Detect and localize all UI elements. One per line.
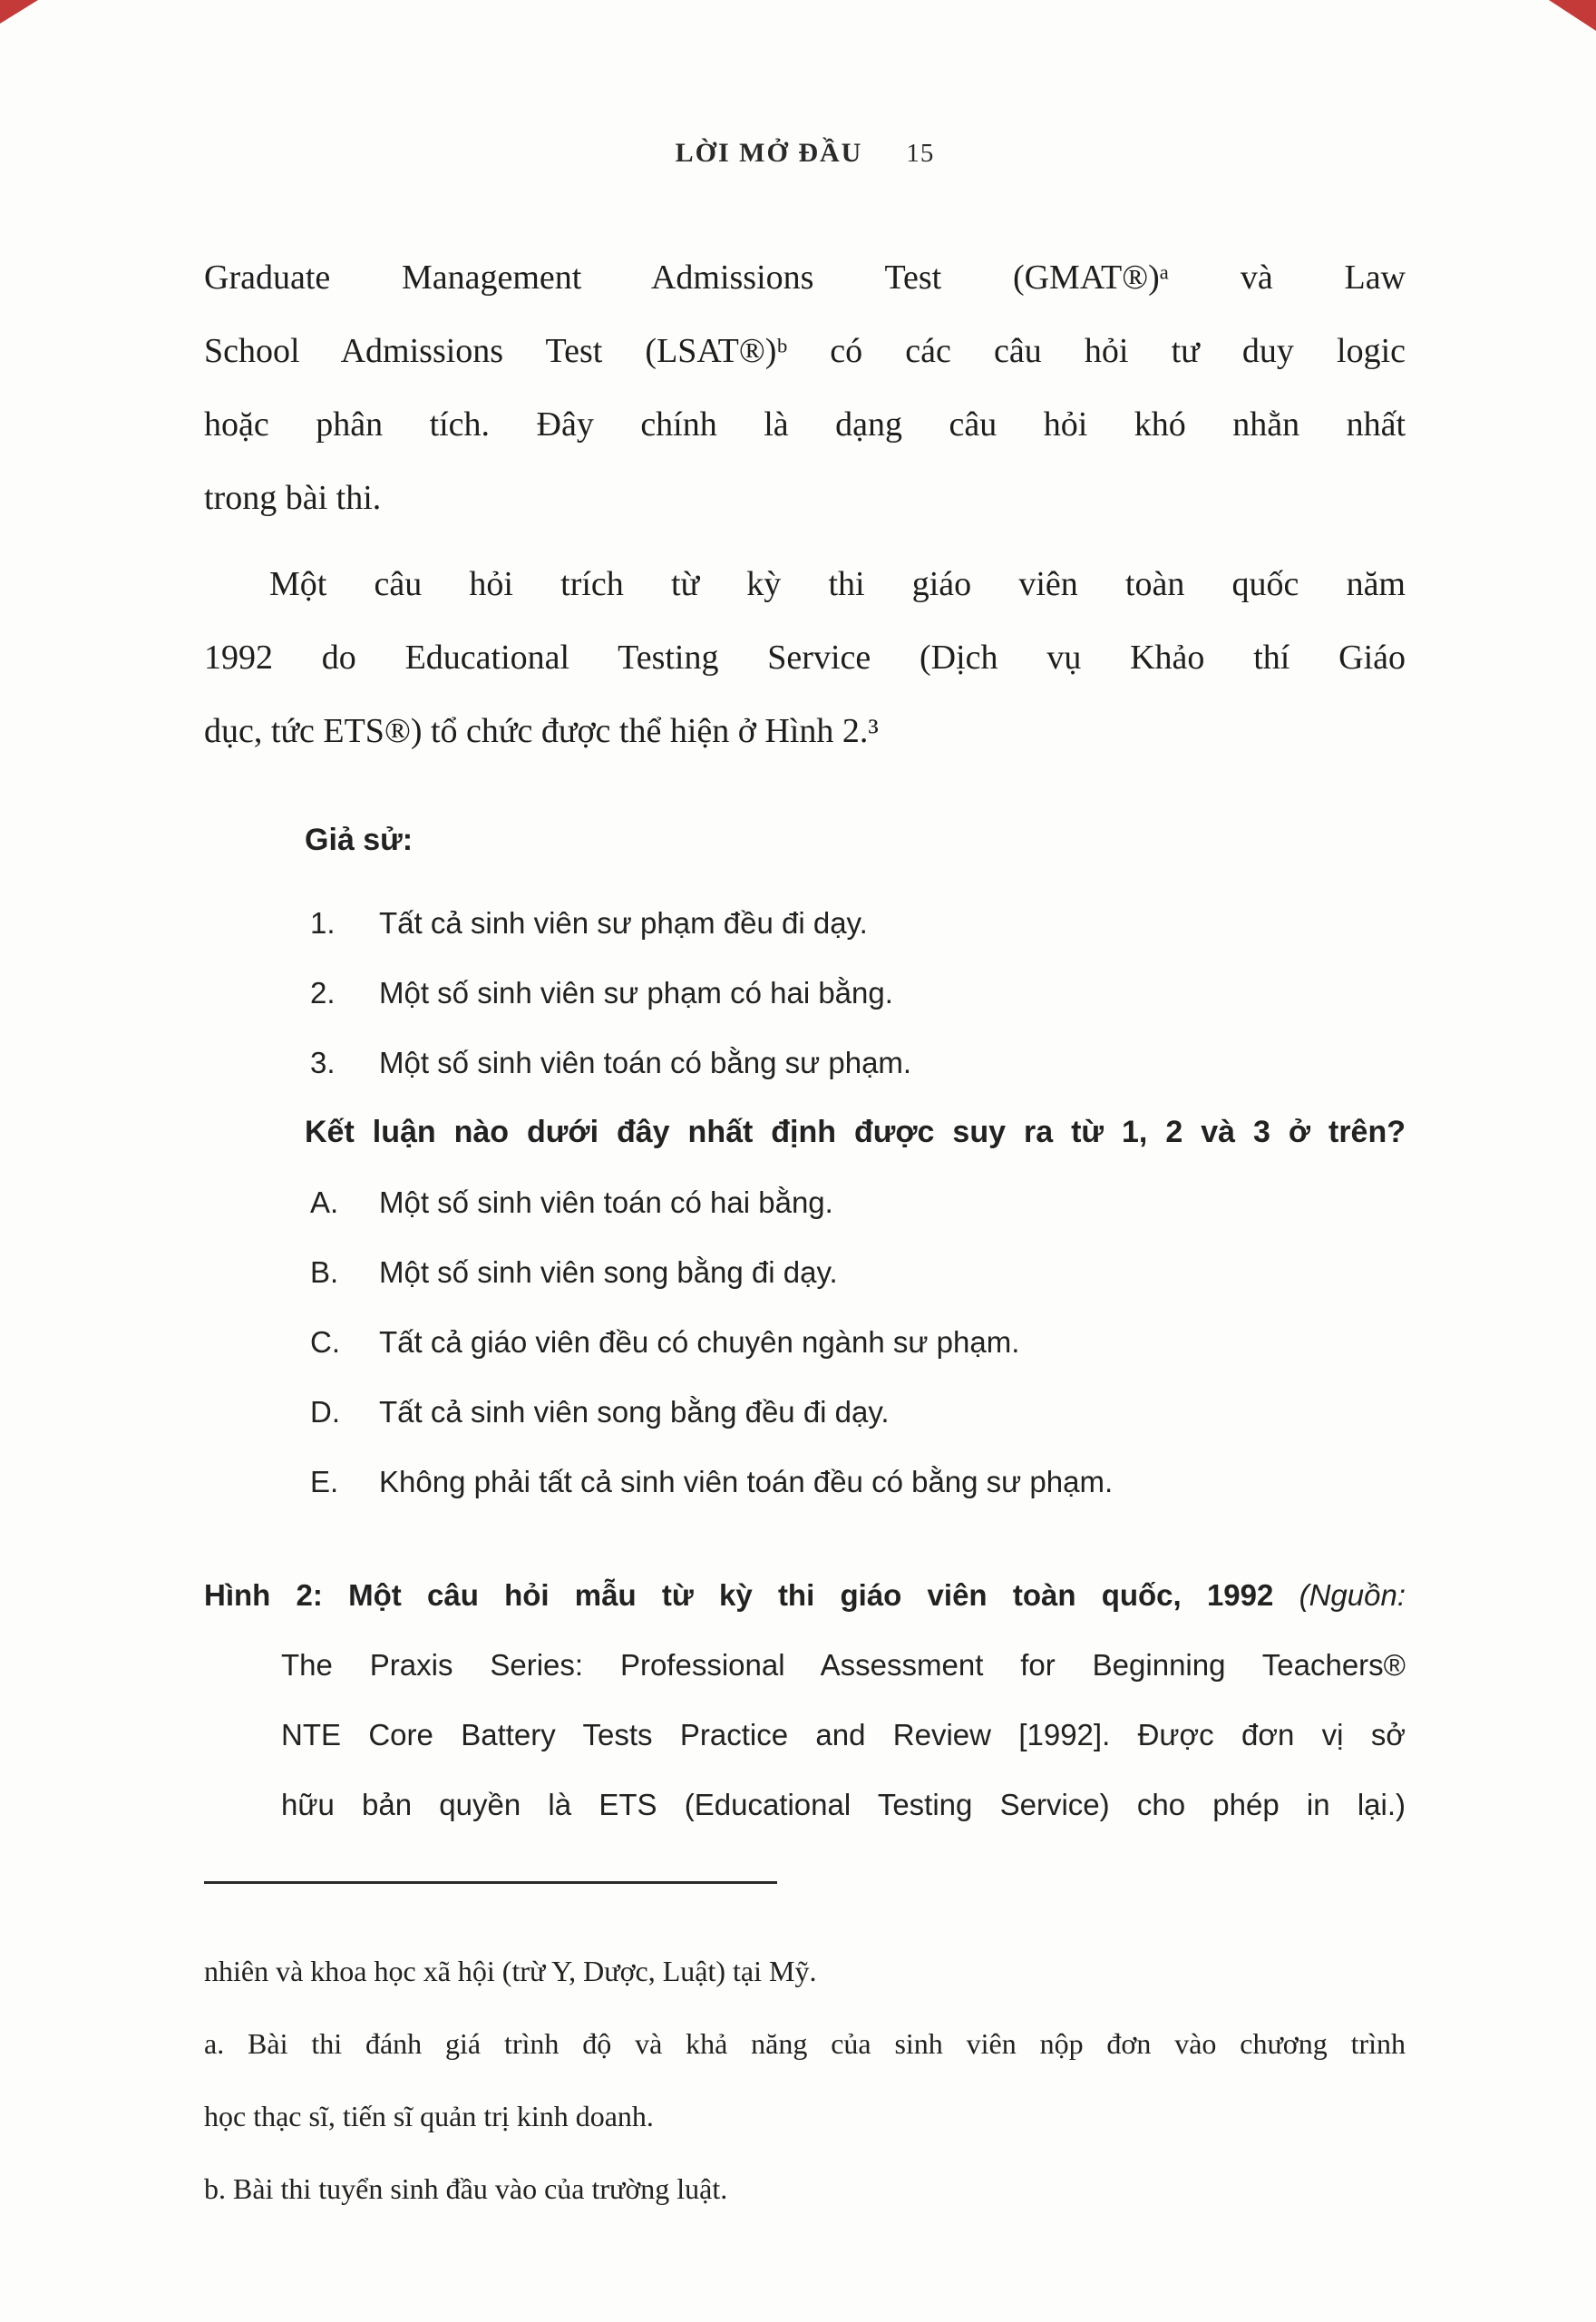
premise-item bbox=[305, 958, 1406, 1028]
body-line: Graduate Management Admissions Test (GMAT®)ᵃ và Law bbox=[204, 259, 1406, 297]
premise-list bbox=[305, 888, 1406, 1098]
option-label-text: D. bbox=[310, 1395, 340, 1429]
footnote-line: học thạc sĩ, tiến sĩ quản trị kinh doanh. bbox=[204, 2100, 654, 2132]
premise-item bbox=[305, 888, 1406, 958]
premise-text: Một số sinh viên toán có bằng sư phạm. bbox=[379, 1046, 912, 1079]
premise-number-text: 3. bbox=[310, 1046, 336, 1079]
option-label-text: B. bbox=[310, 1255, 339, 1289]
premise-number bbox=[305, 958, 379, 1028]
scan-corner-artifact-right bbox=[1549, 0, 1596, 31]
sample-question-figure bbox=[305, 817, 1406, 1517]
option-label-text: C. bbox=[310, 1325, 340, 1359]
option-item bbox=[305, 1447, 1406, 1517]
premise-text: Tất cả sinh viên sư phạm đều đi dạy. bbox=[379, 906, 868, 940]
premise-text: Một số sinh viên sư phạm có hai bằng. bbox=[379, 976, 893, 1010]
option-label bbox=[305, 1447, 379, 1517]
option-text: Tất cả sinh viên song bằng đều đi dạy. bbox=[379, 1395, 890, 1429]
caption-first-line bbox=[204, 1560, 1406, 1630]
option-text: Một số sinh viên song bằng đi dạy. bbox=[379, 1255, 838, 1289]
option-label-text: E. bbox=[310, 1465, 339, 1498]
option-label bbox=[305, 1377, 379, 1447]
option-list bbox=[305, 1167, 1406, 1517]
chapter-title: LỜI MỞ ĐẦU bbox=[675, 138, 863, 168]
body-paragraph-2 bbox=[204, 548, 1406, 768]
option-item bbox=[305, 1237, 1406, 1307]
caption-line: The Praxis Series: Professional Assessment for Beginning Teachers® bbox=[281, 1648, 1406, 1682]
body-line: School Admissions Test (LSAT®)ᵇ có các câu hỏi tư duy logic bbox=[204, 332, 1406, 370]
option-text: Tất cả giáo viên đều có chuyên ngành sư phạm. bbox=[379, 1325, 1020, 1359]
question-prompt: Kết luận nào dưới đây nhất định được suy ra từ 1, 2 và 3 ở trên? bbox=[305, 1115, 1406, 1149]
option-label-text: A. bbox=[310, 1185, 339, 1219]
footnote-line: a. Bài thi đánh giá trình độ và khả năng của sinh viên nộp đơn vào chương trình bbox=[204, 2027, 1406, 2060]
option-label bbox=[305, 1307, 379, 1377]
body-line: Một câu hỏi trích từ kỳ thi giáo viên toàn quốc năm bbox=[269, 565, 1406, 603]
body-line: trong bài thi. bbox=[204, 479, 382, 517]
option-item bbox=[305, 1377, 1406, 1447]
caption-line: hữu bản quyền là ETS (Educational Testing Service) cho phép in lại.) bbox=[281, 1788, 1406, 1821]
running-header bbox=[204, 136, 1406, 171]
figure-caption bbox=[204, 1560, 1406, 1839]
footnote-continuation: nhiên và khoa học xã hội (trừ Y, Dược, Luật) tại Mỹ. bbox=[204, 1955, 817, 1987]
footnotes bbox=[204, 1935, 1406, 2225]
option-label bbox=[305, 1167, 379, 1237]
body-paragraph-1 bbox=[204, 241, 1406, 535]
question-intro: Giả sử: bbox=[305, 823, 414, 857]
page-content bbox=[0, 136, 1596, 2225]
body-line: dục, tức ETS®) tổ chức được thể hiện ở Hình 2.³ bbox=[204, 712, 879, 750]
premise-number bbox=[305, 1028, 379, 1098]
premise-number bbox=[305, 888, 379, 958]
footnote-b: b. Bài thi tuyển sinh đầu vào của trường luật. bbox=[204, 2172, 728, 2205]
premise-item bbox=[305, 1028, 1406, 1098]
body-line: 1992 do Educational Testing Service (Dịch vụ Khảo thí Giáo bbox=[204, 639, 1406, 677]
caption-source-label: (Nguồn: bbox=[1299, 1578, 1406, 1612]
scan-corner-artifact-left bbox=[0, 0, 38, 24]
footnote-a bbox=[204, 2007, 1406, 2152]
page-number: 15 bbox=[906, 139, 935, 168]
option-text: Một số sinh viên toán có hai bằng. bbox=[379, 1185, 833, 1219]
premise-number-text: 1. bbox=[310, 906, 336, 940]
body-line: hoặc phân tích. Đây chính là dạng câu hỏi khó nhằn nhất bbox=[204, 405, 1406, 444]
footnote-separator-rule bbox=[204, 1881, 777, 1884]
option-text: Không phải tất cả sinh viên toán đều có bằng sư phạm. bbox=[379, 1465, 1114, 1498]
caption-bold-text: Hình 2: Một câu hỏi mẫu từ kỳ thi giáo viên toàn quốc, 1992 bbox=[204, 1578, 1274, 1612]
premise-number-text: 2. bbox=[310, 976, 336, 1010]
caption-line: NTE Core Battery Tests Practice and Review [1992]. Được đơn vị sở bbox=[281, 1718, 1406, 1751]
option-item bbox=[305, 1307, 1406, 1377]
option-item bbox=[305, 1167, 1406, 1237]
option-label bbox=[305, 1237, 379, 1307]
